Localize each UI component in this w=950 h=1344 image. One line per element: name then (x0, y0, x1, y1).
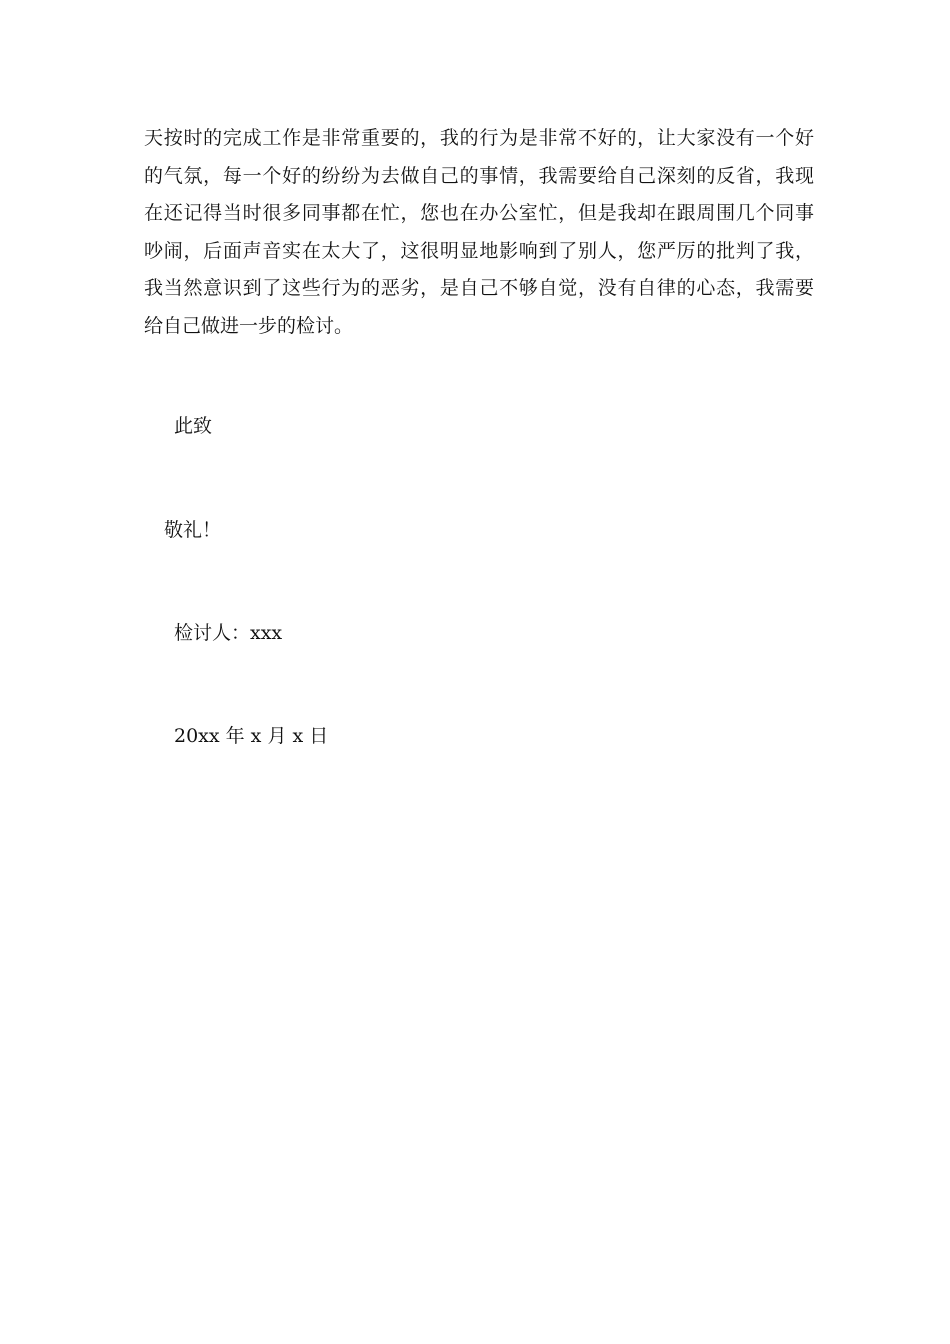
signer-line: 检讨人：xxx (174, 622, 283, 644)
date-line: 20xx 年 x 月 x 日 (174, 725, 329, 747)
body-line: 给自己做进一步的检讨。 (144, 314, 354, 337)
body-line: 在还记得当时很多同事都在忙，您也在办公室忙，但是我却在跟周围几个同事 (144, 202, 814, 225)
closing-regards: 敬礼！ (164, 519, 222, 541)
closing-salutation: 此致 (174, 415, 213, 437)
body-line: 的气氛，每一个好的纷纷为去做自己的事情，我需要给自己深刻的反省，我现 (144, 164, 814, 187)
body-line: 吵闹，后面声音实在太大了，这很明显地影响到了别人，您严厉的批判了我， (144, 239, 814, 262)
letter-body (144, 120, 814, 346)
body-line: 我当然意识到了这些行为的恶劣，是自己不够自觉，没有自律的心态，我需要 (144, 277, 814, 300)
body-line: 天按时的完成工作是非常重要的，我的行为是非常不好的，让大家没有一个好 (144, 127, 814, 149)
